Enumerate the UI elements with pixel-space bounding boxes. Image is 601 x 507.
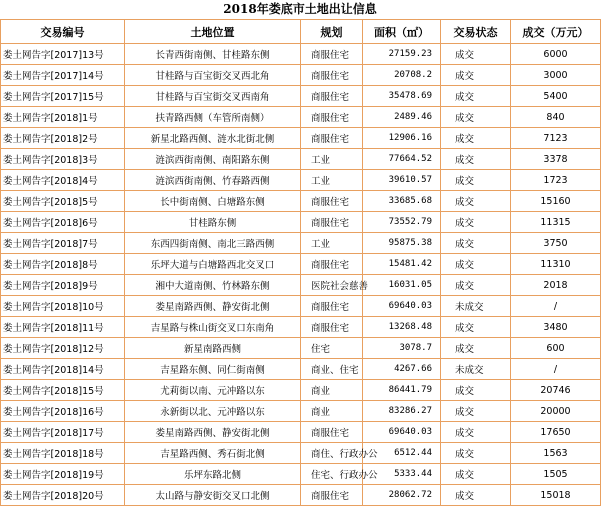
table-row (1, 212, 601, 233)
cell-use: 商服住宅 (301, 44, 363, 65)
cell-location: 东西四街南侧、南北三路西侧 (125, 233, 301, 254)
cell-status: 未成交 (441, 359, 511, 380)
cell-location: 甘桂路与百宝街交叉西北角 (125, 65, 301, 86)
cell-area: 95875.38 (363, 233, 441, 254)
cell-use: 商服住宅 (301, 212, 363, 233)
cell-use: 商业 (301, 401, 363, 422)
cell-location: 尤莉街以南、元冲路以东 (125, 380, 301, 401)
cell-use: 商服住宅 (301, 485, 363, 506)
cell-area: 86441.79 (363, 380, 441, 401)
table-row (1, 359, 601, 380)
cell-status: 成交 (441, 485, 511, 506)
cell-area: 83286.27 (363, 401, 441, 422)
cell-area: 33685.68 (363, 191, 441, 212)
table-row (1, 338, 601, 359)
cell-status: 成交 (441, 170, 511, 191)
cell-location: 扶青路西侧（车管所南侧） (125, 107, 301, 128)
cell-location: 涟滨西街南侧、南阳路东侧 (125, 149, 301, 170)
cell-location: 甘桂路东侧 (125, 212, 301, 233)
cell-use: 商服住宅 (301, 86, 363, 107)
cell-price: 11310 (511, 254, 601, 275)
cell-id: 娄土网告字[2018]19号 (1, 464, 125, 485)
cell-area: 69640.03 (363, 296, 441, 317)
cell-area: 16031.05 (363, 275, 441, 296)
table-row (1, 254, 601, 275)
cell-area: 73552.79 (363, 212, 441, 233)
cell-location: 长中街南侧、白塘路东侧 (125, 191, 301, 212)
table-row (1, 296, 601, 317)
cell-use: 商服住宅 (301, 422, 363, 443)
cell-price: 17650 (511, 422, 601, 443)
cell-id: 娄土网告字[2018]11号 (1, 317, 125, 338)
cell-area: 13268.48 (363, 317, 441, 338)
cell-status: 成交 (441, 401, 511, 422)
table-row (1, 65, 601, 86)
col-header-area: 面积（㎡） (363, 20, 441, 44)
col-header-price: 成交（万元） (511, 20, 601, 44)
cell-location: 娄星南路西侧、静安街北侧 (125, 422, 301, 443)
cell-id: 娄土网告字[2018]16号 (1, 401, 125, 422)
cell-use: 商服住宅 (301, 254, 363, 275)
cell-id: 娄土网告字[2018]17号 (1, 422, 125, 443)
cell-price: 15018 (511, 485, 601, 506)
cell-use: 住宅、行政办公 (301, 464, 363, 485)
cell-status: 成交 (441, 443, 511, 464)
cell-status: 成交 (441, 212, 511, 233)
cell-id: 娄土网告字[2018]14号 (1, 359, 125, 380)
cell-price: 840 (511, 107, 601, 128)
cell-use: 住宅 (301, 338, 363, 359)
cell-price: 1505 (511, 464, 601, 485)
header-row (1, 20, 601, 44)
table-row (1, 128, 601, 149)
cell-use: 商服住宅 (301, 296, 363, 317)
cell-status: 成交 (441, 317, 511, 338)
cell-location: 长青西街南侧、甘桂路东侧 (125, 44, 301, 65)
cell-id: 娄土网告字[2018]20号 (1, 485, 125, 506)
table-row (1, 233, 601, 254)
cell-location: 吉星路东侧、同仁街南侧 (125, 359, 301, 380)
cell-use: 工业 (301, 149, 363, 170)
table-row (1, 107, 601, 128)
cell-price: 3480 (511, 317, 601, 338)
cell-id: 娄土网告字[2017]14号 (1, 65, 125, 86)
cell-id: 娄土网告字[2018]4号 (1, 170, 125, 191)
land-transfer-table (0, 19, 601, 506)
cell-status: 成交 (441, 107, 511, 128)
cell-id: 娄土网告字[2018]5号 (1, 191, 125, 212)
cell-price: 3000 (511, 65, 601, 86)
cell-id: 娄土网告字[2018]9号 (1, 275, 125, 296)
cell-status: 成交 (441, 338, 511, 359)
table-row (1, 443, 601, 464)
cell-price: 20746 (511, 380, 601, 401)
cell-location: 永新街以北、元冲路以东 (125, 401, 301, 422)
cell-use: 商业、住宅 (301, 359, 363, 380)
cell-price: 6000 (511, 44, 601, 65)
cell-location: 乐坪大道与白塘路西北交叉口 (125, 254, 301, 275)
cell-area: 5333.44 (363, 464, 441, 485)
cell-use: 商服住宅 (301, 191, 363, 212)
cell-status: 成交 (441, 464, 511, 485)
cell-price: 600 (511, 338, 601, 359)
cell-id: 娄土网告字[2018]18号 (1, 443, 125, 464)
cell-use: 医院社会慈善 (301, 275, 363, 296)
cell-location: 新星北路西侧、涟水北街北侧 (125, 128, 301, 149)
cell-location: 甘桂路与百宝街交叉西南角 (125, 86, 301, 107)
cell-area: 28062.72 (363, 485, 441, 506)
col-header-id: 交易编号 (1, 20, 125, 44)
cell-location: 涟滨西街南侧、竹春路西侧 (125, 170, 301, 191)
cell-status: 成交 (441, 254, 511, 275)
col-header-status: 交易状态 (441, 20, 511, 44)
cell-price: 15160 (511, 191, 601, 212)
cell-use: 商服住宅 (301, 107, 363, 128)
cell-status: 成交 (441, 380, 511, 401)
cell-area: 3078.7 (363, 338, 441, 359)
cell-id: 娄土网告字[2017]13号 (1, 44, 125, 65)
cell-status: 成交 (441, 275, 511, 296)
cell-status: 成交 (441, 44, 511, 65)
cell-use: 工业 (301, 170, 363, 191)
cell-area: 6512.44 (363, 443, 441, 464)
cell-area: 20708.2 (363, 65, 441, 86)
cell-use: 商服住宅 (301, 317, 363, 338)
cell-area: 69640.03 (363, 422, 441, 443)
cell-price: 20000 (511, 401, 601, 422)
cell-location: 吉星路与株山街交叉口东南角 (125, 317, 301, 338)
cell-use: 工业 (301, 233, 363, 254)
cell-id: 娄土网告字[2018]15号 (1, 380, 125, 401)
table-row (1, 317, 601, 338)
page-title: 2018年娄底市土地出让信息 (223, 2, 377, 16)
cell-use: 商住、行政办公 (301, 443, 363, 464)
cell-id: 娄土网告字[2018]8号 (1, 254, 125, 275)
cell-id: 娄土网告字[2018]6号 (1, 212, 125, 233)
col-header-use: 规划 (301, 20, 363, 44)
cell-status: 成交 (441, 128, 511, 149)
cell-location: 太山路与静安街交叉口北侧 (125, 485, 301, 506)
cell-use: 商服住宅 (301, 128, 363, 149)
cell-area: 2489.46 (363, 107, 441, 128)
cell-id: 娄土网告字[2017]15号 (1, 86, 125, 107)
cell-location: 湘中大道南侧、竹林路东侧 (125, 275, 301, 296)
cell-status: 成交 (441, 233, 511, 254)
cell-location: 娄星南路西侧、静安街北侧 (125, 296, 301, 317)
table-row (1, 485, 601, 506)
cell-price: 3750 (511, 233, 601, 254)
cell-id: 娄土网告字[2018]3号 (1, 149, 125, 170)
cell-status: 成交 (441, 149, 511, 170)
cell-location: 新星南路西侧 (125, 338, 301, 359)
cell-area: 27159.23 (363, 44, 441, 65)
cell-status: 未成交 (441, 296, 511, 317)
cell-id: 娄土网告字[2018]10号 (1, 296, 125, 317)
table-row (1, 401, 601, 422)
cell-area: 12906.16 (363, 128, 441, 149)
table-row (1, 422, 601, 443)
cell-area: 15481.42 (363, 254, 441, 275)
col-header-location: 土地位置 (125, 20, 301, 44)
cell-price: 7123 (511, 128, 601, 149)
cell-price: 1723 (511, 170, 601, 191)
cell-status: 成交 (441, 191, 511, 212)
cell-id: 娄土网告字[2018]2号 (1, 128, 125, 149)
table-row (1, 44, 601, 65)
cell-use: 商业 (301, 380, 363, 401)
table-row (1, 275, 601, 296)
cell-id: 娄土网告字[2018]1号 (1, 107, 125, 128)
cell-price: 1563 (511, 443, 601, 464)
cell-area: 39610.57 (363, 170, 441, 191)
table-row (1, 191, 601, 212)
table-row (1, 170, 601, 191)
cell-area: 4267.66 (363, 359, 441, 380)
cell-id: 娄土网告字[2018]7号 (1, 233, 125, 254)
cell-price: 2018 (511, 275, 601, 296)
cell-price: 3378 (511, 149, 601, 170)
cell-location: 吉星路西侧、秀石街北侧 (125, 443, 301, 464)
cell-price: 11315 (511, 212, 601, 233)
table-row (1, 149, 601, 170)
cell-use: 商服住宅 (301, 65, 363, 86)
table-row (1, 464, 601, 485)
cell-price: / (511, 296, 601, 317)
cell-status: 成交 (441, 422, 511, 443)
cell-id: 娄土网告字[2018]12号 (1, 338, 125, 359)
table-body (1, 44, 601, 506)
cell-area: 77664.52 (363, 149, 441, 170)
cell-location: 乐坪东路北侧 (125, 464, 301, 485)
cell-area: 35478.69 (363, 86, 441, 107)
cell-price: / (511, 359, 601, 380)
table-row (1, 380, 601, 401)
cell-status: 成交 (441, 86, 511, 107)
cell-price: 5400 (511, 86, 601, 107)
table-row (1, 86, 601, 107)
cell-status: 成交 (441, 65, 511, 86)
